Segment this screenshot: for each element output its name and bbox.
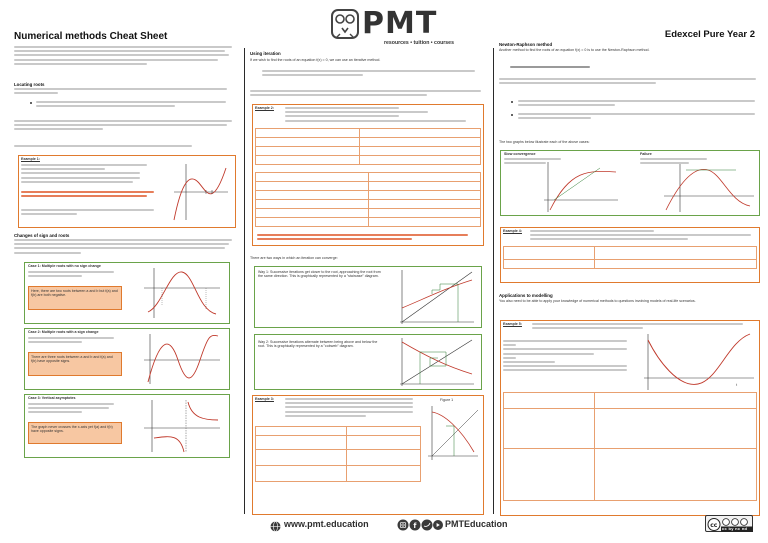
newton-raphson-heading: Newton-Raphson method: [499, 42, 553, 47]
example-2-iterations-table: [255, 172, 481, 227]
example-4-prompt: [530, 230, 755, 243]
figure-1-graph: [424, 404, 480, 462]
logo-letters: PMT: [362, 6, 438, 41]
example-intro: [14, 145, 236, 149]
example-2-prompt: [285, 107, 475, 124]
example-1-note: [21, 209, 161, 217]
staircase-diagram: [396, 268, 476, 326]
example-2-conclusion: [257, 234, 479, 242]
case-3-graph: [140, 398, 224, 454]
failure-title: Failure: [640, 152, 652, 156]
iteration-steps: [262, 70, 486, 78]
slow-convergence-graph: [540, 160, 620, 214]
failure-bullet: [518, 113, 760, 121]
page-title: Numerical methods Cheat Sheet: [14, 31, 168, 42]
cobweb-diagram: [396, 336, 476, 388]
youtube-icon: [433, 520, 443, 530]
svg-text:t: t: [736, 382, 738, 387]
bullet: [511, 114, 513, 116]
bullet: [30, 102, 32, 104]
svg-text:f: f: [413, 522, 417, 530]
example-1-label: Example 1:: [21, 157, 40, 161]
locating-roots-heading: Locating roots: [14, 82, 45, 87]
two-graphs-caption: The two graphs below illustrate each of the above cases:: [499, 140, 590, 144]
case-2-note-text: There are three roots between a and b and f(a) and f(b) have opposite signs.: [31, 355, 113, 364]
case-3-title: Case 3: Vertical asymptotes: [28, 396, 76, 400]
case-2-graph: [140, 332, 224, 386]
globe-icon: [270, 519, 281, 530]
example-5-graph: [638, 330, 756, 392]
case-1-text: [28, 271, 118, 279]
page-subtitle: Edexcel Pure Year 2: [664, 29, 755, 40]
creative-commons-badge: [705, 515, 753, 532]
case-3-note-text: The graph never crosses the x-axis yet f(a) and f(b) have opposite signs.: [31, 425, 113, 434]
slow-convergence-bullet: [518, 100, 760, 108]
footer-social-handle[interactable]: PMTEducation: [445, 519, 508, 529]
case-3-text: [28, 403, 118, 416]
case-1-graph: [140, 266, 224, 320]
example-3-table: [255, 426, 421, 482]
example-5-label: Example 5:: [503, 322, 522, 326]
twitter-icon: [422, 520, 433, 531]
tangent-explanation: [499, 78, 761, 86]
converge-note: There are two ways in which an iteration can converge:: [250, 256, 338, 260]
example-3-prompt: [285, 398, 420, 419]
iteration-heading: Using iteration: [250, 51, 281, 56]
example-5-table: [503, 392, 757, 501]
example-5-description: [503, 340, 633, 374]
license-label: cc by nc nd: [722, 526, 748, 531]
changes-of-sign-heading: Changes of sign and roots: [14, 233, 70, 238]
example-1-graph: [168, 160, 232, 224]
newton-raphson-formula: [510, 66, 590, 70]
footer-website-link[interactable]: www.pmt.education: [284, 519, 369, 529]
owl-icon: [332, 10, 358, 38]
example-1-conclusion: [21, 191, 161, 199]
case-1-title: Case 1: Multiple roots with no sign change: [28, 264, 101, 268]
continuity-bullet: [36, 101, 234, 109]
facebook-icon: [410, 520, 421, 531]
instagram-icon: [398, 520, 409, 531]
example-2-table: [255, 128, 481, 165]
example-3-label: Example 3:: [255, 397, 274, 401]
applications-intro: You also need to be able to apply your knowledge of numerical methods to questions involving models of real-life scenarios.: [499, 299, 696, 303]
bullet: [511, 101, 513, 103]
case-1-note-text: Here, there are two roots between a and b but f(a) and f(b) are both negative.: [31, 289, 118, 298]
case-2-text: [28, 337, 118, 345]
example-4-label: Example 4:: [503, 229, 522, 233]
social-icons: [397, 518, 443, 530]
example-1-lines: [21, 164, 161, 185]
iteration-warning: [250, 90, 486, 98]
logo-tagline: resources • tuition • courses: [384, 40, 454, 46]
way-2-text: Way 2: Successive iterations alternate between being above and below the root. This is graphically represented by a "cobweb" diagram.: [258, 340, 378, 349]
changes-of-sign-text: [14, 239, 236, 256]
svg-text:cc: cc: [710, 522, 718, 529]
locating-roots-text: [14, 88, 236, 96]
applications-heading: Applications to modelling: [499, 293, 553, 298]
failure-graph: [660, 162, 756, 214]
sign-change-text: [14, 120, 236, 133]
example-2-label: Example 2:: [255, 106, 274, 110]
case-2-title: Case 2: Multiple roots with a sign change: [28, 330, 99, 334]
slow-convergence-title: Slow convergence: [504, 152, 536, 156]
iteration-intro: If we wish to find the roots of an equation f(x) = 0, we can use an iterative method.: [250, 58, 381, 62]
intro-paragraph: [14, 46, 236, 67]
column-divider-right: [493, 48, 494, 514]
example-4-table: [503, 246, 757, 269]
way-1-text: Way 1: Successive iterations get closer to the root, approaching the root from the same direction. This is graphically represented by a "staircase" diagram.: [258, 270, 381, 279]
newton-raphson-intro: Another method to find the roots of an equation f(x) = 0 is to use the Newton-Raphson method.: [499, 48, 650, 52]
figure-1-label: Figure 1: [440, 398, 454, 402]
column-divider-left: [244, 48, 245, 514]
